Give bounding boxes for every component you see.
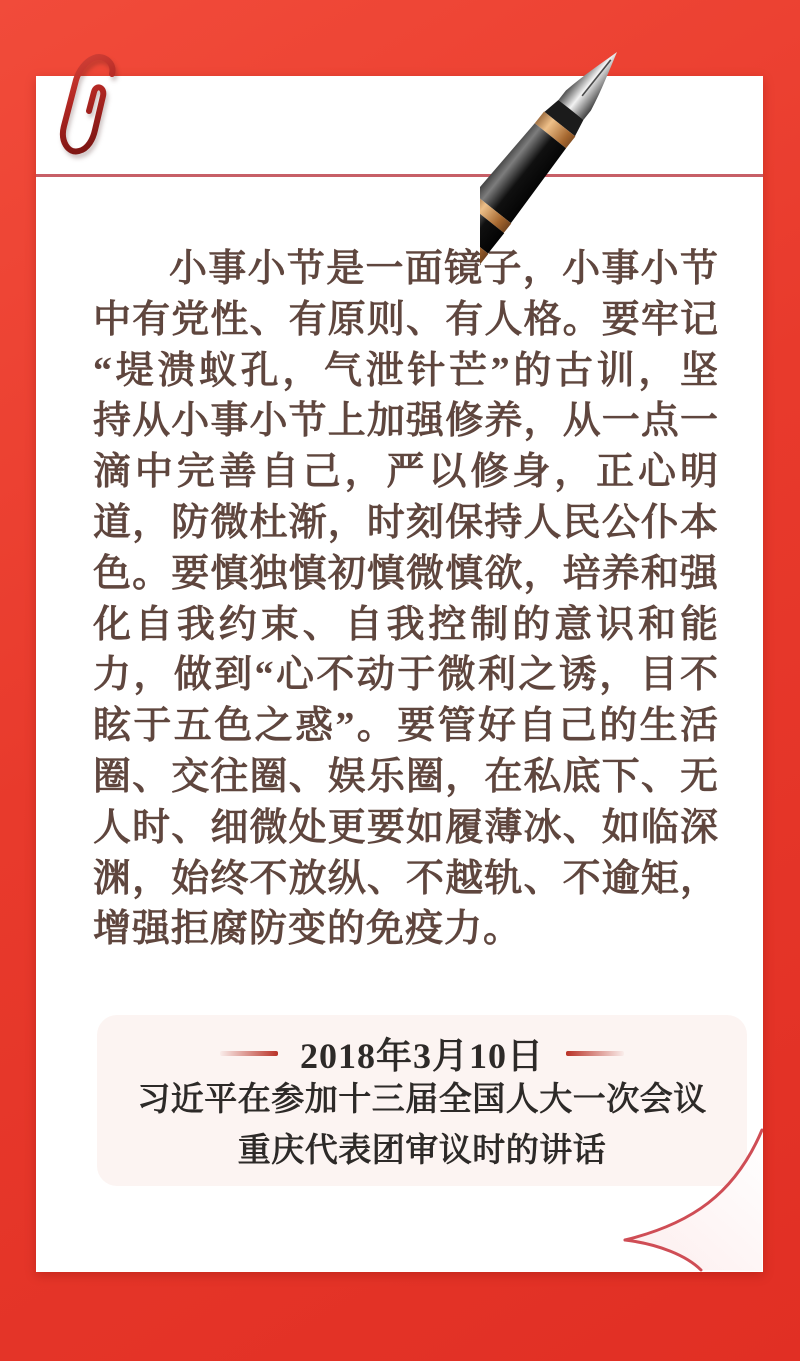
quote-line: 增强拒腐防变的免疫力。 — [93, 908, 523, 951]
quote-line: 圈、交往圈、娱乐圈，在私底下、无 — [93, 755, 719, 798]
quote-line: 小事小节是一面镜子，小事小节 — [169, 248, 719, 290]
quote-line: 眩于五色之惑”。要管好自己的生活 — [93, 705, 719, 748]
attribution-line-2: 重庆代表团审议时的讲话 — [237, 1133, 607, 1169]
quote-line: 中有党性、有原则、有人格。要牢记 — [93, 298, 719, 341]
quote-line: 持从小事小节上加强修养，从一点一 — [93, 400, 719, 443]
fountain-pen-icon — [480, 0, 800, 340]
quote-date: 2018年3月10日 — [299, 1035, 544, 1076]
page-curl-icon — [613, 1122, 763, 1272]
quote-line: “堤溃蚁孔，气泄针芒”的古训，坚 — [93, 349, 719, 392]
quote-line: 滴中完善自己，严以修身，正心明 — [93, 451, 719, 494]
quote-line: 人时、细微处更要如履薄冰、如临深 — [93, 806, 719, 849]
dash-left-icon — [220, 1051, 278, 1056]
quote-line: 化自我约束、自我控制的意识和能 — [93, 603, 719, 646]
attribution-line-1: 习近平在参加十三届全国人大一次会议 — [137, 1082, 707, 1118]
quote-line: 道，防微杜渐，时刻保持人民公仆本 — [93, 501, 719, 544]
quote-text — [93, 244, 719, 955]
quote-line: 渊，始终不放纵、不越轨、不逾矩， — [93, 857, 719, 900]
date-row — [97, 1015, 747, 1075]
paperclip-icon — [48, 50, 128, 172]
dash-right-icon — [566, 1051, 624, 1056]
quote-line: 力，做到“心不动于微利之诱，目不 — [93, 654, 719, 697]
quote-line: 色。要慎独慎初慎微慎欲，培养和强 — [93, 552, 719, 595]
